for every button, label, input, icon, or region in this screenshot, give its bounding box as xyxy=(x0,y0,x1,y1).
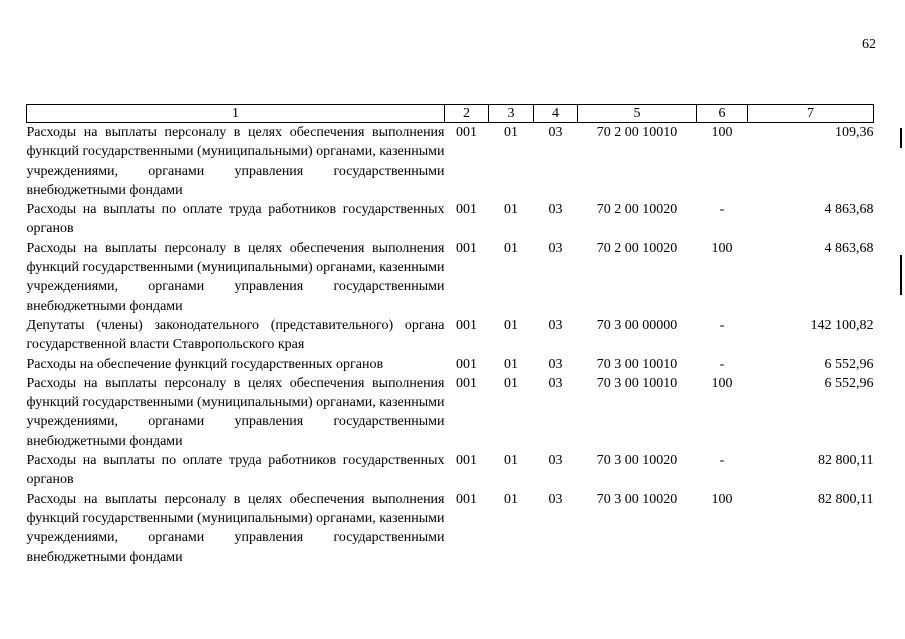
row-target-article: 70 3 00 00000 xyxy=(596,317,678,333)
row-name: Расходы на выплаты персоналу в целях обеспечения выполнения функций государственными (муниципальными) органами, казенными учреждениями, органами управления государственными внебюджетными фондами xyxy=(26,491,445,565)
row-amount: 109,36 xyxy=(835,125,874,140)
row-expense-type: - xyxy=(719,356,725,372)
table-row xyxy=(27,200,874,239)
column-header: 5 xyxy=(578,105,697,123)
row-code: 001 xyxy=(456,491,477,507)
row-subsection: 03 xyxy=(548,202,563,218)
row-name: Расходы на обеспечение функций государственных органов xyxy=(26,356,384,372)
table-row xyxy=(27,490,874,567)
row-amount: 6 552,96 xyxy=(824,375,874,391)
table-row xyxy=(27,355,874,374)
row-target-article: 70 3 00 10010 xyxy=(596,356,678,372)
column-header: 1 xyxy=(27,105,445,123)
row-expense-type: 100 xyxy=(711,240,733,256)
row-code: 001 xyxy=(456,202,477,218)
row-expense-type: 100 xyxy=(711,491,733,507)
row-target-article: 70 2 00 10010 xyxy=(596,125,678,140)
column-header: 4 xyxy=(534,105,578,123)
row-section: 01 xyxy=(504,240,518,256)
row-section: 01 xyxy=(504,356,518,372)
row-expense-type: 100 xyxy=(711,125,733,140)
row-section: 01 xyxy=(504,375,518,391)
row-name: Расходы на выплаты по оплате труда работников государственных органов xyxy=(26,453,445,488)
row-section: 01 xyxy=(504,125,518,140)
table-row xyxy=(27,374,874,451)
row-name: Расходы на выплаты персоналу в целях обеспечения выполнения функций государственными (муниципальными) органами, казенными учреждениями, органами управления государственными внебюджетными фондами xyxy=(26,125,445,198)
row-subsection: 03 xyxy=(548,240,563,256)
row-amount: 142 100,82 xyxy=(810,317,874,333)
table-header-row xyxy=(27,105,874,123)
row-name: Расходы на выплаты персоналу в целях обеспечения выполнения функций государственными (муниципальными) органами, казенными учреждениями, органами управления государственными внебюджетными фондами xyxy=(26,375,445,449)
scan-edge-mark xyxy=(900,128,902,148)
row-target-article: 70 2 00 10020 xyxy=(596,202,678,218)
table-row xyxy=(27,123,874,201)
row-expense-type: 100 xyxy=(711,375,733,391)
row-amount: 82 800,11 xyxy=(818,491,874,507)
row-subsection: 03 xyxy=(548,317,563,333)
row-subsection: 03 xyxy=(548,125,563,140)
table-row xyxy=(27,316,874,355)
page-number: 62 xyxy=(862,37,876,52)
row-target-article: 70 3 00 10020 xyxy=(596,491,678,507)
row-code: 001 xyxy=(456,356,477,372)
row-code: 001 xyxy=(456,317,477,333)
row-name: Расходы на выплаты персоналу в целях обеспечения выполнения функций государственными (муниципальными) органами, казенными учреждениями, органами управления государственными внебюджетными фондами xyxy=(26,240,445,314)
row-code: 001 xyxy=(456,240,477,256)
row-code: 001 xyxy=(456,375,477,391)
table-row xyxy=(27,451,874,490)
row-subsection: 03 xyxy=(548,453,563,469)
row-section: 01 xyxy=(504,491,518,507)
row-target-article: 70 2 00 10020 xyxy=(596,240,678,256)
column-header: 2 xyxy=(445,105,489,123)
column-header: 3 xyxy=(489,105,534,123)
column-header: 6 xyxy=(697,105,748,123)
budget-table xyxy=(26,104,874,567)
row-expense-type: - xyxy=(719,453,725,469)
row-subsection: 03 xyxy=(548,491,563,507)
row-expense-type: - xyxy=(719,317,725,333)
row-target-article: 70 3 00 10020 xyxy=(596,453,678,469)
row-amount: 82 800,11 xyxy=(818,453,874,469)
row-subsection: 03 xyxy=(548,375,563,391)
row-amount: 4 863,68 xyxy=(824,202,874,218)
row-amount: 6 552,96 xyxy=(824,356,874,372)
row-code: 001 xyxy=(456,125,477,140)
column-header: 7 xyxy=(748,105,874,123)
row-name: Расходы на выплаты по оплате труда работников государственных органов xyxy=(26,202,445,237)
row-subsection: 03 xyxy=(548,356,563,372)
row-expense-type: - xyxy=(719,202,725,218)
table-row xyxy=(27,239,874,316)
scan-edge-mark xyxy=(900,255,902,295)
row-target-article: 70 3 00 10010 xyxy=(596,375,678,391)
row-section: 01 xyxy=(504,202,518,218)
row-amount: 4 863,68 xyxy=(824,240,874,256)
row-name: Депутаты (члены) законодательного (представительного) органа государственной власти Ставропольского края xyxy=(26,317,445,353)
row-section: 01 xyxy=(504,453,518,469)
row-section: 01 xyxy=(504,317,518,333)
row-code: 001 xyxy=(456,453,477,469)
